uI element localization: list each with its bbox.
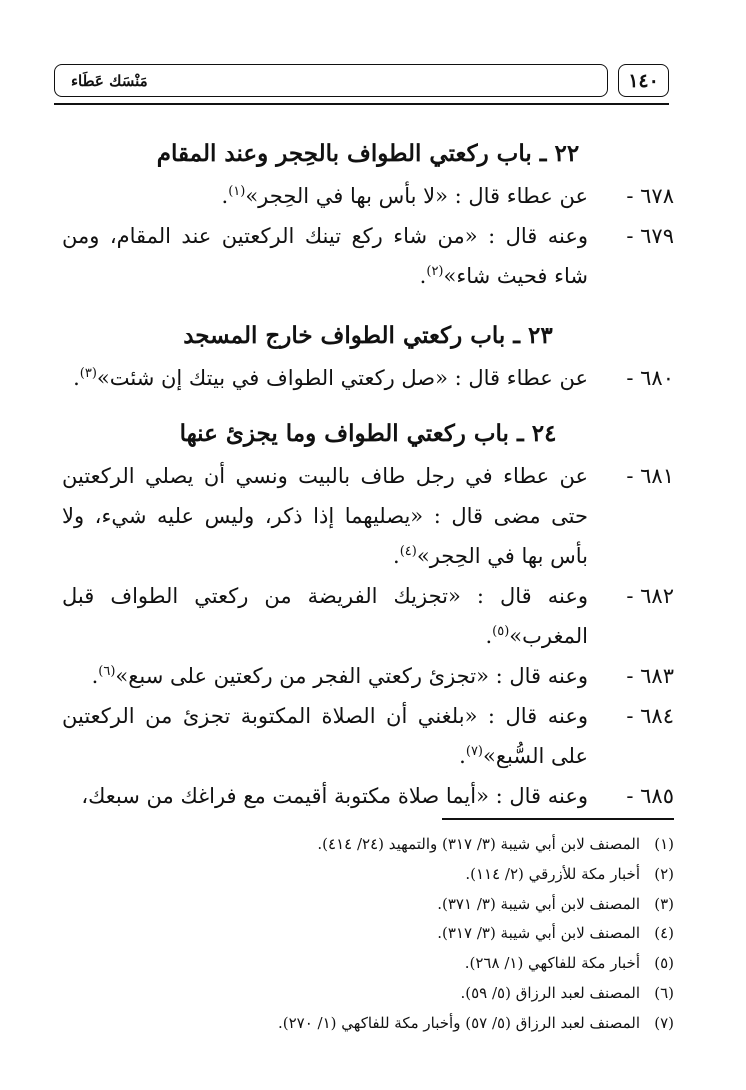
footnotes: [74, 830, 674, 1039]
footnote-number: (١): [654, 835, 674, 853]
entry-text-body: عن عطاء قال : «صل ركعتي الطواف في بيتك إن شئت»: [96, 366, 588, 390]
entry-text-body: وعنه قال : «بلغني أن الصلاة المكتوبة تجزئ من الركعتين على السُّبع»: [62, 704, 588, 768]
footnote-ref: (٤): [399, 544, 417, 559]
entry-682: [62, 576, 674, 656]
footnote-1: [74, 830, 674, 860]
entry-number: ٦٧٨ -: [626, 184, 674, 208]
entry-685: [62, 776, 674, 816]
footnote-text: المصنف لابن أبي شيبة (٣/ ٣٧١).: [437, 894, 640, 913]
page-number: ١٤٠: [628, 69, 659, 92]
entry-text: [62, 776, 588, 816]
footnote-number: (٥): [654, 954, 674, 973]
footnote-ref: (٣): [79, 366, 97, 381]
book-title: مَنْسَك عَطَاء: [71, 71, 148, 90]
page-header: [0, 56, 746, 106]
entry-text: وعنه قال : «من شاء ركع تينك الركعتين عند المقام، ومن شاء فحيث شاء»$^{(٢)}$.: [62, 224, 588, 288]
footnote-7: [74, 1009, 674, 1039]
entry-684: [62, 696, 674, 776]
footnote-number: (٢): [654, 864, 674, 883]
footnote-number: (٤): [654, 924, 674, 943]
entry-681: [62, 456, 674, 576]
section-heading-23: ٢٣ ـ باب ركعتي الطواف خارج المسجد: [183, 322, 553, 349]
footnote-rule: [442, 818, 674, 820]
section-heading-24: ٢٤ ـ باب ركعتي الطواف وما يجزئ عنها: [179, 420, 557, 447]
footnote-ref: (٦): [98, 664, 116, 679]
entry-text: عن عطاء قال : «صل ركعتي الطواف في بيتك إن شئت»$^{(٣)}$.: [73, 366, 588, 390]
footnote-text: أخبار مكة للأزرقي (٢/ ١١٤).: [465, 864, 640, 883]
entry-number: ٦٨٤ -: [626, 704, 674, 728]
entry-number: ٦٨٠ -: [626, 366, 674, 390]
entry-text: عن عطاء قال : «لا بأس بها في الحِجر»$^{(١)}$.: [221, 184, 588, 208]
entry-text: عن عطاء في رجل طاف بالبيت ونسي أن يصلي الركعتين حتى مضى قال : «يصليهما إذا ذكر، وليس عليه شيء، ولا بأس بها في الحِجر»$^{(٤)}$.: [62, 464, 588, 568]
header-rule: [54, 103, 669, 105]
entry-text-body: وعنه قال : «أيما صلاة مكتوبة أقيمت مع فراغك من سبعك،: [81, 784, 588, 808]
entry-text-body: عن عطاء في رجل طاف بالبيت ونسي أن يصلي الركعتين حتى مضى قال : «يصليهما إذا ذكر، وليس عليه شيء، ولا بأس بها في الحِجر»: [62, 464, 588, 568]
footnote-text: أخبار مكة للفاكهي (١/ ٢٦٨).: [464, 954, 640, 973]
footnote-text: المصنف لابن أبي شيبة (٣/ ٣١٧).: [437, 924, 640, 943]
entry-number: ٦٧٩ -: [626, 224, 674, 248]
footnote-text: المصنف لعبد الرزاق (٥/ ٥٩).: [460, 983, 640, 1002]
entry-number: ٦٨٣ -: [626, 664, 674, 688]
footnote-ref: (٥): [492, 624, 510, 639]
footnote-3: [74, 890, 674, 920]
entry-text-body: وعنه قال : «تجزئ ركعتي الفجر من ركعتين على سبع»: [115, 664, 588, 688]
footnote-text: المصنف لابن أبي شيبة (٣/ ٣١٧) والتمهيد (٢٤/ ٤١٤).: [317, 835, 640, 853]
entry-text-body: عن عطاء قال : «لا بأس بها في الحِجر»: [245, 184, 588, 208]
footnote-5: [74, 949, 674, 979]
entry-678: [62, 176, 674, 216]
entry-text: وعنه قال : «تجزيك الفريضة من ركعتي الطواف قبل المغرب»$^{(٥)}$.: [62, 584, 588, 648]
footnote-ref: (٢): [426, 264, 444, 279]
entry-683: [62, 656, 674, 696]
footnote-number: (٧): [654, 1013, 674, 1032]
footnote-number: (٦): [654, 983, 674, 1002]
section-heading-22: ٢٢ ـ باب ركعتي الطواف بالحِجر وعند المقام: [156, 140, 580, 167]
book-title-box: [54, 64, 608, 97]
page-number-box: [618, 64, 669, 97]
entry-number: ٦٨٢ -: [626, 584, 674, 608]
footnote-4: [74, 919, 674, 949]
footnote-number: (٣): [654, 894, 674, 913]
footnote-6: [74, 979, 674, 1009]
entry-679: [62, 216, 674, 296]
entry-number: ٦٨١ -: [626, 464, 674, 488]
entry-680: [62, 358, 674, 398]
entry-text-body: وعنه قال : «تجزيك الفريضة من ركعتي الطواف قبل المغرب»: [62, 584, 588, 648]
main-text: [62, 132, 674, 816]
entry-text: وعنه قال : «بلغني أن الصلاة المكتوبة تجزئ من الركعتين على السُّبع»$^{(٧)}$.: [62, 704, 588, 768]
entry-text-body: وعنه قال : «من شاء ركع تينك الركعتين عند المقام، ومن شاء فحيث شاء»: [62, 224, 588, 288]
entry-number: ٦٨٥ -: [626, 784, 674, 808]
footnote-text: المصنف لعبد الرزاق (٥/ ٥٧) وأخبار مكة للفاكهي (١/ ٢٧٠).: [277, 1013, 640, 1032]
footnote-ref: (٧): [465, 744, 483, 759]
entry-text: وعنه قال : «تجزئ ركعتي الفجر من ركعتين على سبع»$^{(٦)}$.: [91, 664, 588, 688]
footnote-ref: (١): [228, 184, 246, 199]
footnote-2: [74, 860, 674, 890]
